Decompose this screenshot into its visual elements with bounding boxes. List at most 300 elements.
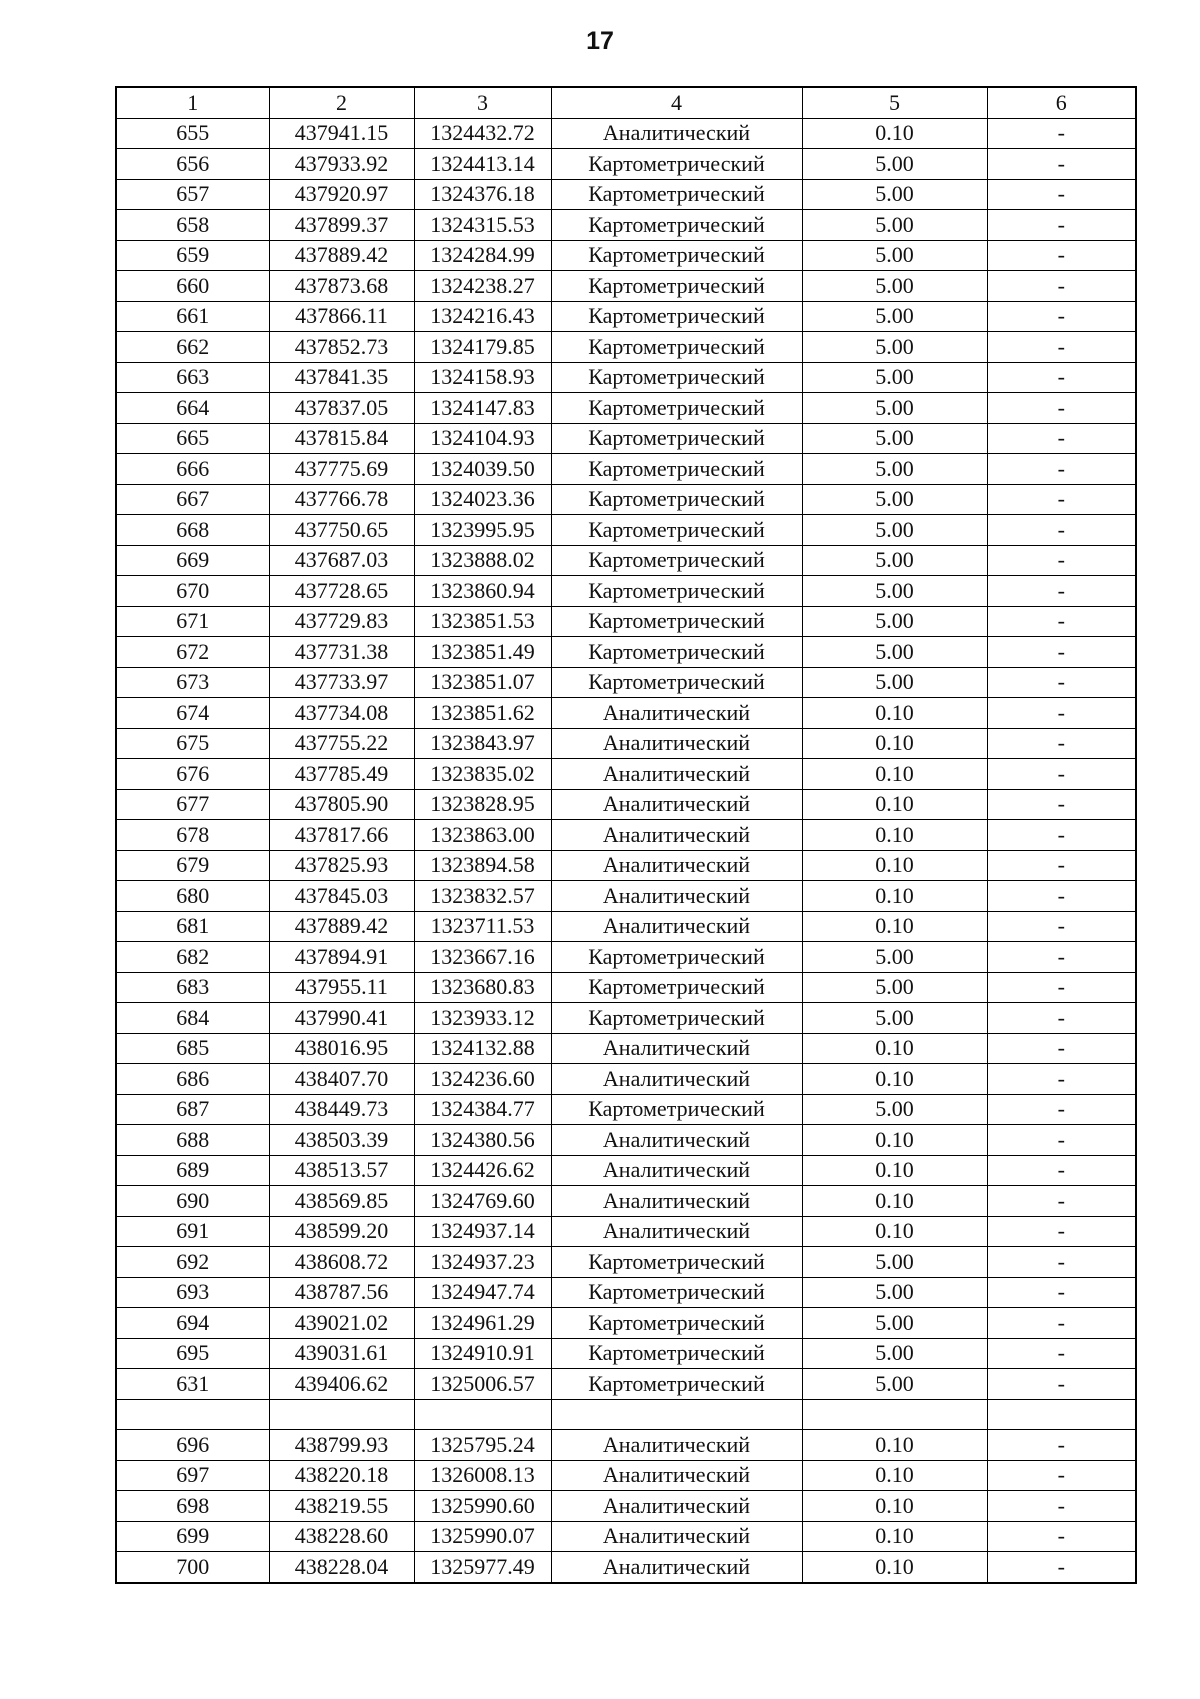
cell-method: Аналитический	[551, 1125, 802, 1156]
cell-method: Аналитический	[551, 1155, 802, 1186]
cell-point-number: 678	[116, 820, 269, 851]
cell-method: Картометрический	[551, 637, 802, 668]
cell-method: Картометрический	[551, 1338, 802, 1369]
table-row	[116, 1247, 1136, 1278]
cell-point-number: 693	[116, 1277, 269, 1308]
cell-coordinate-x: 437845.03	[269, 881, 414, 912]
column-header: 6	[987, 87, 1136, 118]
cell-note: -	[987, 1003, 1136, 1034]
cell-point-number: 675	[116, 728, 269, 759]
cell-note: -	[987, 1338, 1136, 1369]
cell-coordinate-x: 437990.41	[269, 1003, 414, 1034]
table-row	[116, 1491, 1136, 1522]
cell-point-number: 679	[116, 850, 269, 881]
cell-coordinate-x: 437933.92	[269, 149, 414, 180]
cell-coordinate-x: 438513.57	[269, 1155, 414, 1186]
table-row	[116, 423, 1136, 454]
table-row	[116, 759, 1136, 790]
table-row	[116, 1552, 1136, 1583]
cell-point-number: 697	[116, 1460, 269, 1491]
cell-accuracy: 5.00	[802, 1308, 987, 1339]
cell-point-number: 656	[116, 149, 269, 180]
cell-note: -	[987, 484, 1136, 515]
table-row	[116, 545, 1136, 576]
cell-note: -	[987, 576, 1136, 607]
cell-point-number	[116, 1399, 269, 1430]
cell-point-number: 671	[116, 606, 269, 637]
table-row	[116, 1216, 1136, 1247]
cell-point-number: 687	[116, 1094, 269, 1125]
cell-coordinate-x: 437805.90	[269, 789, 414, 820]
cell-method: Аналитический	[551, 881, 802, 912]
cell-accuracy: 0.10	[802, 850, 987, 881]
cell-coordinate-y: 1323860.94	[414, 576, 551, 607]
cell-coordinate-y: 1323995.95	[414, 515, 551, 546]
cell-method: Картометрический	[551, 1308, 802, 1339]
cell-method: Аналитический	[551, 759, 802, 790]
cell-method: Картометрический	[551, 271, 802, 302]
cell-note: -	[987, 881, 1136, 912]
cell-coordinate-x: 437866.11	[269, 301, 414, 332]
cell-method: Картометрический	[551, 606, 802, 637]
cell-note: -	[987, 210, 1136, 241]
cell-point-number: 660	[116, 271, 269, 302]
cell-point-number: 668	[116, 515, 269, 546]
table-row	[116, 301, 1136, 332]
cell-accuracy: 5.00	[802, 545, 987, 576]
cell-point-number: 663	[116, 362, 269, 393]
cell-point-number: 686	[116, 1064, 269, 1095]
cell-coordinate-y: 1324432.72	[414, 118, 551, 149]
cell-note: -	[987, 759, 1136, 790]
table-row	[116, 576, 1136, 607]
cell-note: -	[987, 1369, 1136, 1400]
cell-note: -	[987, 179, 1136, 210]
cell-point-number: 699	[116, 1521, 269, 1552]
cell-note: -	[987, 301, 1136, 332]
cell-accuracy: 5.00	[802, 1338, 987, 1369]
cell-accuracy: 5.00	[802, 423, 987, 454]
cell-method: Аналитический	[551, 1552, 802, 1583]
column-header: 4	[551, 87, 802, 118]
cell-coordinate-y: 1323863.00	[414, 820, 551, 851]
cell-accuracy: 5.00	[802, 484, 987, 515]
cell-point-number: 666	[116, 454, 269, 485]
table-row	[116, 1369, 1136, 1400]
cell-accuracy: 5.00	[802, 606, 987, 637]
cell-point-number: 658	[116, 210, 269, 241]
cell-point-number: 689	[116, 1155, 269, 1186]
cell-coordinate-y: 1325006.57	[414, 1369, 551, 1400]
cell-accuracy: 0.10	[802, 789, 987, 820]
cell-method: Картометрический	[551, 545, 802, 576]
cell-method: Картометрический	[551, 210, 802, 241]
cell-note: -	[987, 393, 1136, 424]
cell-note: -	[987, 362, 1136, 393]
cell-coordinate-y: 1323832.57	[414, 881, 551, 912]
cell-coordinate-y: 1323851.07	[414, 667, 551, 698]
cell-method: Аналитический	[551, 118, 802, 149]
cell-coordinate-x: 438787.56	[269, 1277, 414, 1308]
cell-coordinate-y: 1323894.58	[414, 850, 551, 881]
cell-coordinate-y: 1323851.49	[414, 637, 551, 668]
cell-coordinate-y: 1325990.07	[414, 1521, 551, 1552]
table-row	[116, 1003, 1136, 1034]
cell-note	[987, 1399, 1136, 1430]
cell-accuracy	[802, 1399, 987, 1430]
table-row	[116, 637, 1136, 668]
cell-note: -	[987, 332, 1136, 363]
cell-point-number: 667	[116, 484, 269, 515]
table-row	[116, 850, 1136, 881]
cell-point-number: 681	[116, 911, 269, 942]
cell-note: -	[987, 423, 1136, 454]
cell-accuracy: 5.00	[802, 1247, 987, 1278]
cell-coordinate-y: 1324380.56	[414, 1125, 551, 1156]
cell-point-number: 669	[116, 545, 269, 576]
cell-method: Картометрический	[551, 972, 802, 1003]
cell-method: Аналитический	[551, 789, 802, 820]
cell-point-number: 683	[116, 972, 269, 1003]
table-row	[116, 454, 1136, 485]
cell-point-number: 670	[116, 576, 269, 607]
cell-coordinate-y: 1325990.60	[414, 1491, 551, 1522]
table-row	[116, 1460, 1136, 1491]
cell-method: Аналитический	[551, 1033, 802, 1064]
table-row	[116, 820, 1136, 851]
table-row	[116, 667, 1136, 698]
cell-coordinate-x: 438407.70	[269, 1064, 414, 1095]
cell-coordinate-y: 1325795.24	[414, 1430, 551, 1461]
cell-note: -	[987, 820, 1136, 851]
cell-coordinate-y: 1324937.14	[414, 1216, 551, 1247]
table-row	[116, 881, 1136, 912]
cell-note: -	[987, 454, 1136, 485]
cell-point-number: 695	[116, 1338, 269, 1369]
table-row	[116, 1338, 1136, 1369]
table-row	[116, 240, 1136, 271]
cell-point-number: 690	[116, 1186, 269, 1217]
cell-coordinate-y: 1324104.93	[414, 423, 551, 454]
cell-coordinate-x: 438608.72	[269, 1247, 414, 1278]
cell-method: Картометрический	[551, 362, 802, 393]
table-row	[116, 332, 1136, 363]
cell-method: Картометрический	[551, 240, 802, 271]
cell-coordinate-x: 438220.18	[269, 1460, 414, 1491]
cell-method: Картометрический	[551, 179, 802, 210]
cell-coordinate-x: 438219.55	[269, 1491, 414, 1522]
table-row	[116, 484, 1136, 515]
cell-coordinate-x: 437733.97	[269, 667, 414, 698]
cell-note: -	[987, 271, 1136, 302]
cell-note: -	[987, 1155, 1136, 1186]
cell-note: -	[987, 118, 1136, 149]
cell-point-number: 684	[116, 1003, 269, 1034]
table-row	[116, 393, 1136, 424]
cell-method: Картометрический	[551, 515, 802, 546]
cell-accuracy: 0.10	[802, 1155, 987, 1186]
cell-method: Аналитический	[551, 1430, 802, 1461]
cell-coordinate-x: 437734.08	[269, 698, 414, 729]
table-row	[116, 789, 1136, 820]
cell-accuracy: 0.10	[802, 759, 987, 790]
cell-method: Картометрический	[551, 1277, 802, 1308]
table-row	[116, 1430, 1136, 1461]
cell-note: -	[987, 240, 1136, 271]
cell-accuracy: 0.10	[802, 911, 987, 942]
cell-note: -	[987, 1216, 1136, 1247]
cell-coordinate-x: 437766.78	[269, 484, 414, 515]
cell-coordinate-y: 1324384.77	[414, 1094, 551, 1125]
cell-coordinate-x: 437687.03	[269, 545, 414, 576]
cell-point-number: 694	[116, 1308, 269, 1339]
cell-note: -	[987, 850, 1136, 881]
table-body	[116, 118, 1136, 1583]
cell-method: Аналитический	[551, 1491, 802, 1522]
cell-coordinate-x: 438569.85	[269, 1186, 414, 1217]
cell-coordinate-y: 1323933.12	[414, 1003, 551, 1034]
cell-method: Аналитический	[551, 698, 802, 729]
cell-accuracy: 5.00	[802, 271, 987, 302]
cell-accuracy: 5.00	[802, 1277, 987, 1308]
table-row	[116, 1033, 1136, 1064]
cell-coordinate-x: 438228.04	[269, 1552, 414, 1583]
cell-accuracy: 5.00	[802, 515, 987, 546]
cell-method: Аналитический	[551, 1460, 802, 1491]
column-header: 3	[414, 87, 551, 118]
cell-coordinate-x: 438228.60	[269, 1521, 414, 1552]
cell-method: Картометрический	[551, 1369, 802, 1400]
cell-accuracy: 5.00	[802, 332, 987, 363]
cell-coordinate-y: 1324238.27	[414, 271, 551, 302]
cell-coordinate-x: 437889.42	[269, 911, 414, 942]
cell-accuracy: 0.10	[802, 1033, 987, 1064]
cell-note: -	[987, 1308, 1136, 1339]
cell-coordinate-y: 1323667.16	[414, 942, 551, 973]
cell-coordinate-y: 1324376.18	[414, 179, 551, 210]
table-row	[116, 271, 1136, 302]
cell-coordinate-y: 1324937.23	[414, 1247, 551, 1278]
table-row	[116, 1186, 1136, 1217]
cell-coordinate-y: 1324413.14	[414, 149, 551, 180]
cell-accuracy: 5.00	[802, 393, 987, 424]
cell-accuracy: 5.00	[802, 667, 987, 698]
cell-coordinate-y: 1324179.85	[414, 332, 551, 363]
cell-point-number: 673	[116, 667, 269, 698]
table-row	[116, 942, 1136, 973]
cell-point-number: 661	[116, 301, 269, 332]
cell-note: -	[987, 972, 1136, 1003]
cell-accuracy: 0.10	[802, 728, 987, 759]
column-header: 1	[116, 87, 269, 118]
cell-note: -	[987, 1430, 1136, 1461]
table-row	[116, 179, 1136, 210]
cell-coordinate-x: 438799.93	[269, 1430, 414, 1461]
cell-coordinate-y: 1324023.36	[414, 484, 551, 515]
coordinates-table	[115, 86, 1137, 1584]
cell-coordinate-y: 1324147.83	[414, 393, 551, 424]
cell-coordinate-x: 437755.22	[269, 728, 414, 759]
cell-coordinate-y: 1324961.29	[414, 1308, 551, 1339]
cell-coordinate-x: 437841.35	[269, 362, 414, 393]
cell-coordinate-x: 437894.91	[269, 942, 414, 973]
cell-method: Картометрический	[551, 1094, 802, 1125]
cell-coordinate-y: 1323711.53	[414, 911, 551, 942]
cell-coordinate-x: 437852.73	[269, 332, 414, 363]
cell-coordinate-y: 1324158.93	[414, 362, 551, 393]
cell-coordinate-y: 1324910.91	[414, 1338, 551, 1369]
cell-accuracy: 5.00	[802, 454, 987, 485]
cell-accuracy: 5.00	[802, 210, 987, 241]
cell-accuracy: 5.00	[802, 637, 987, 668]
cell-point-number: 659	[116, 240, 269, 271]
cell-method: Аналитический	[551, 1186, 802, 1217]
cell-method: Аналитический	[551, 728, 802, 759]
cell-note: -	[987, 1521, 1136, 1552]
cell-accuracy: 0.10	[802, 1430, 987, 1461]
cell-accuracy: 5.00	[802, 1094, 987, 1125]
cell-coordinate-y: 1326008.13	[414, 1460, 551, 1491]
page-number: 17	[586, 27, 614, 55]
cell-coordinate-x: 437817.66	[269, 820, 414, 851]
cell-point-number: 698	[116, 1491, 269, 1522]
table-row	[116, 515, 1136, 546]
table-row	[116, 728, 1136, 759]
cell-point-number: 674	[116, 698, 269, 729]
cell-method: Картометрический	[551, 149, 802, 180]
cell-note: -	[987, 545, 1136, 576]
table-row	[116, 1125, 1136, 1156]
table-row	[116, 149, 1136, 180]
cell-method: Аналитический	[551, 1521, 802, 1552]
cell-accuracy: 5.00	[802, 301, 987, 332]
cell-coordinate-x: 438016.95	[269, 1033, 414, 1064]
cell-accuracy: 0.10	[802, 820, 987, 851]
cell-coordinate-x: 437873.68	[269, 271, 414, 302]
cell-coordinate-y: 1324216.43	[414, 301, 551, 332]
cell-coordinate-x: 437750.65	[269, 515, 414, 546]
table-row	[116, 698, 1136, 729]
cell-point-number: 664	[116, 393, 269, 424]
cell-note: -	[987, 1460, 1136, 1491]
cell-coordinate-y: 1323843.97	[414, 728, 551, 759]
cell-method	[551, 1399, 802, 1430]
cell-coordinate-y: 1323888.02	[414, 545, 551, 576]
cell-accuracy: 0.10	[802, 1460, 987, 1491]
cell-accuracy: 0.10	[802, 1186, 987, 1217]
cell-accuracy: 0.10	[802, 698, 987, 729]
cell-coordinate-x: 437955.11	[269, 972, 414, 1003]
cell-coordinate-y: 1325977.49	[414, 1552, 551, 1583]
cell-coordinate-x	[269, 1399, 414, 1430]
cell-note: -	[987, 637, 1136, 668]
table-row	[116, 1064, 1136, 1095]
table-row	[116, 1521, 1136, 1552]
cell-point-number: 677	[116, 789, 269, 820]
cell-note: -	[987, 1094, 1136, 1125]
cell-note: -	[987, 667, 1136, 698]
cell-coordinate-x: 437728.65	[269, 576, 414, 607]
cell-method: Аналитический	[551, 1064, 802, 1095]
cell-coordinate-y: 1324947.74	[414, 1277, 551, 1308]
cell-accuracy: 5.00	[802, 972, 987, 1003]
cell-point-number: 672	[116, 637, 269, 668]
cell-accuracy: 0.10	[802, 1552, 987, 1583]
cell-coordinate-x: 437815.84	[269, 423, 414, 454]
cell-point-number: 696	[116, 1430, 269, 1461]
cell-coordinate-x: 437825.93	[269, 850, 414, 881]
cell-method: Аналитический	[551, 850, 802, 881]
cell-accuracy: 0.10	[802, 1521, 987, 1552]
cell-accuracy: 5.00	[802, 1369, 987, 1400]
cell-note: -	[987, 728, 1136, 759]
cell-note: -	[987, 1064, 1136, 1095]
cell-point-number: 655	[116, 118, 269, 149]
cell-coordinate-x: 439031.61	[269, 1338, 414, 1369]
table-row	[116, 972, 1136, 1003]
table-row	[116, 1308, 1136, 1339]
cell-coordinate-y: 1324284.99	[414, 240, 551, 271]
cell-method: Картометрический	[551, 423, 802, 454]
cell-method: Картометрический	[551, 454, 802, 485]
cell-note: -	[987, 606, 1136, 637]
cell-point-number: 680	[116, 881, 269, 912]
cell-coordinate-y: 1324426.62	[414, 1155, 551, 1186]
cell-coordinate-x: 437837.05	[269, 393, 414, 424]
table-header	[116, 87, 1136, 118]
table-row	[116, 362, 1136, 393]
cell-method: Картометрический	[551, 484, 802, 515]
table-row	[116, 606, 1136, 637]
cell-note: -	[987, 1491, 1136, 1522]
cell-coordinate-x: 437941.15	[269, 118, 414, 149]
cell-note: -	[987, 515, 1136, 546]
cell-point-number: 657	[116, 179, 269, 210]
cell-coordinate-x: 439406.62	[269, 1369, 414, 1400]
cell-accuracy: 5.00	[802, 362, 987, 393]
cell-note: -	[987, 1552, 1136, 1583]
cell-point-number: 665	[116, 423, 269, 454]
cell-method: Картометрический	[551, 301, 802, 332]
cell-coordinate-x: 437785.49	[269, 759, 414, 790]
cell-accuracy: 0.10	[802, 1125, 987, 1156]
cell-note: -	[987, 911, 1136, 942]
cell-coordinate-x: 437775.69	[269, 454, 414, 485]
cell-coordinate-y: 1324132.88	[414, 1033, 551, 1064]
cell-coordinate-y: 1324769.60	[414, 1186, 551, 1217]
cell-accuracy: 5.00	[802, 942, 987, 973]
cell-method: Картометрический	[551, 1003, 802, 1034]
cell-coordinate-y: 1323851.62	[414, 698, 551, 729]
table-row	[116, 1399, 1136, 1430]
table-row	[116, 1277, 1136, 1308]
cell-accuracy: 5.00	[802, 149, 987, 180]
cell-accuracy: 5.00	[802, 240, 987, 271]
cell-coordinate-x: 437729.83	[269, 606, 414, 637]
cell-accuracy: 0.10	[802, 1216, 987, 1247]
cell-method: Аналитический	[551, 911, 802, 942]
cell-note: -	[987, 1247, 1136, 1278]
cell-point-number: 682	[116, 942, 269, 973]
cell-point-number: 688	[116, 1125, 269, 1156]
cell-coordinate-y: 1323828.95	[414, 789, 551, 820]
cell-accuracy: 0.10	[802, 881, 987, 912]
cell-coordinate-y: 1323851.53	[414, 606, 551, 637]
column-header: 5	[802, 87, 987, 118]
cell-method: Картометрический	[551, 1247, 802, 1278]
cell-accuracy: 5.00	[802, 1003, 987, 1034]
cell-accuracy: 0.10	[802, 118, 987, 149]
